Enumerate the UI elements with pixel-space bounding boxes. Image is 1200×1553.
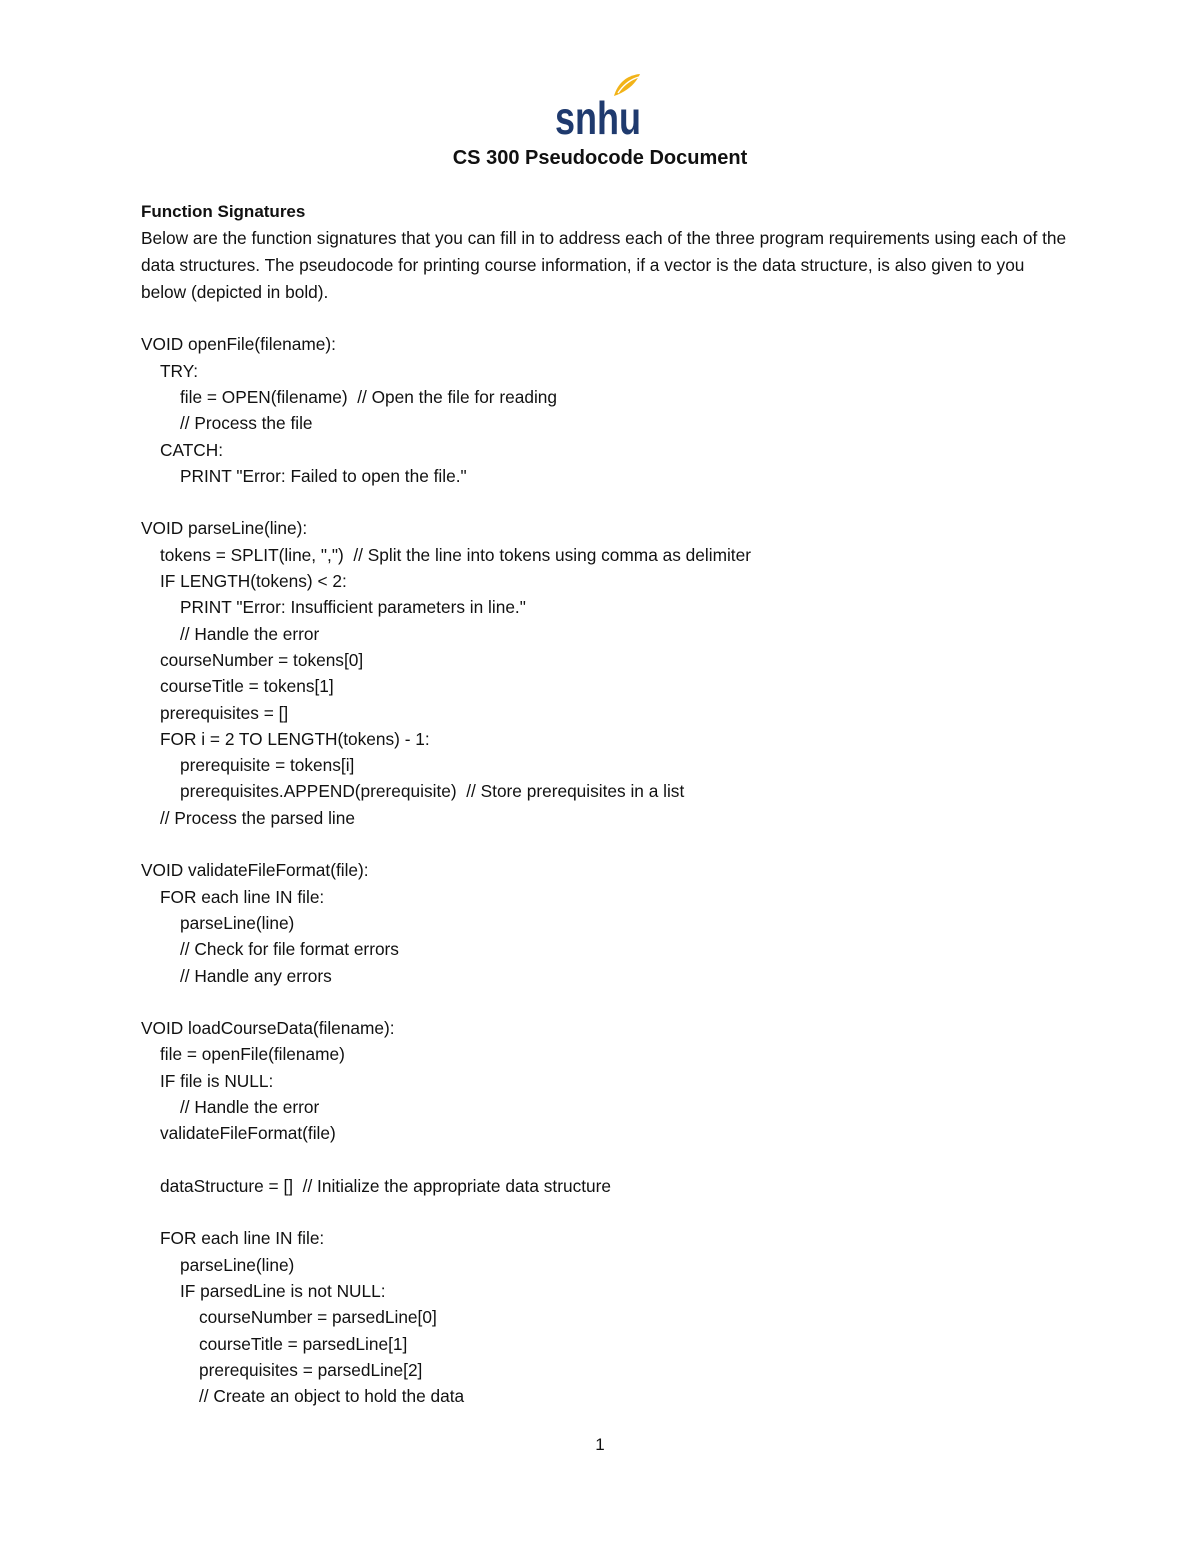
blank-line bbox=[141, 989, 1071, 1015]
code-line: courseNumber = parsedLine[0] bbox=[199, 1307, 437, 1328]
code-line: dataStructure = [] // Initialize the appropriate data structure bbox=[160, 1175, 612, 1196]
blank-line bbox=[141, 1199, 1071, 1225]
code-line: prerequisite = tokens[i] bbox=[180, 755, 355, 776]
code-line: IF file is NULL: bbox=[160, 1070, 274, 1091]
code-line: courseTitle = tokens[1] bbox=[160, 676, 334, 697]
code-line: IF LENGTH(tokens) < 2: bbox=[160, 571, 347, 592]
code-line: prerequisites = [] bbox=[160, 702, 289, 723]
code-line: courseTitle = parsedLine[1] bbox=[199, 1333, 408, 1354]
code-line: CATCH: bbox=[160, 439, 224, 460]
snhu-logo bbox=[548, 70, 648, 142]
code-line: // Handle the error bbox=[180, 623, 320, 644]
page-number: 1 bbox=[595, 1435, 605, 1454]
blank-line bbox=[141, 831, 1071, 857]
code-line: VOID validateFileFormat(file): bbox=[141, 860, 369, 881]
code-line: FOR each line IN file: bbox=[160, 886, 325, 907]
code-line: file = OPEN(filename) // Open the file for reading bbox=[180, 386, 558, 407]
intro-paragraph: Below are the function signatures that you can fill in to address each of the three program requirements using each of the data structures. The pseudocode for printing course information, if a vector is the data structure, is also given to you below (depicted in bold). bbox=[141, 228, 1067, 302]
code-line: validateFileFormat(file) bbox=[160, 1123, 336, 1144]
code-line: FOR i = 2 TO LENGTH(tokens) - 1: bbox=[160, 728, 430, 749]
snhu-logo-graphic bbox=[548, 70, 648, 142]
code-line: // Handle the error bbox=[180, 1097, 320, 1117]
code-line: VOID parseLine(line): bbox=[141, 518, 308, 539]
code-line: // Process the file bbox=[180, 413, 313, 434]
code-line: TRY: bbox=[160, 360, 199, 381]
code-line: IF parsedLine is not NULL: bbox=[180, 1281, 386, 1302]
blank-line bbox=[141, 489, 1071, 515]
pseudocode-block bbox=[141, 331, 1071, 1409]
code-line: parseLine(line) bbox=[180, 912, 295, 933]
code-line: // Check for file format errors bbox=[180, 939, 399, 960]
document-title: CS 300 Pseudocode Document bbox=[452, 147, 748, 169]
code-line: file = openFile(filename) bbox=[160, 1044, 345, 1065]
document-body bbox=[141, 199, 1071, 1410]
code-line: // Process the parsed line bbox=[160, 807, 355, 828]
code-line: // Handle any errors bbox=[180, 965, 332, 986]
code-line: PRINT "Error: Insufficient parameters in line." bbox=[180, 597, 526, 618]
blank-line bbox=[141, 1147, 1071, 1173]
code-line: courseNumber = tokens[0] bbox=[160, 649, 364, 670]
code-line: PRINT "Error: Failed to open the file." bbox=[180, 465, 467, 486]
snhu-logo-text: snhu bbox=[555, 92, 641, 144]
code-line: prerequisites.APPEND(prerequisite) // Store prerequisites in a list bbox=[180, 781, 685, 802]
code-line: tokens = SPLIT(line, ",") // Split the line into tokens using comma as delimiter bbox=[160, 544, 751, 565]
code-line: VOID openFile(filename): bbox=[141, 334, 336, 355]
code-line: parseLine(line) bbox=[180, 1254, 295, 1275]
section-heading: Function Signatures bbox=[141, 202, 306, 221]
code-line: // Create an object to hold the data bbox=[199, 1386, 465, 1407]
code-line: VOID loadCourseData(filename): bbox=[141, 1018, 395, 1039]
code-line: FOR each line IN file: bbox=[160, 1228, 325, 1249]
code-line: prerequisites = parsedLine[2] bbox=[199, 1359, 423, 1380]
